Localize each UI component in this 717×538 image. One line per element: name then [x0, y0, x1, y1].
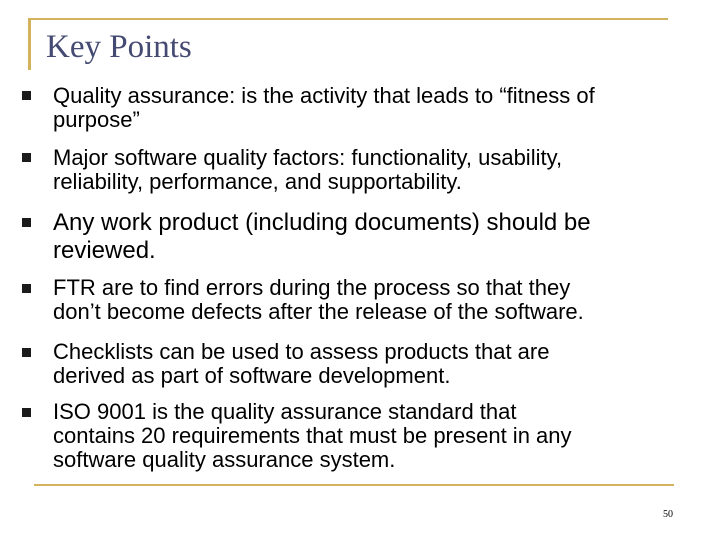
bullet-line: purpose”: [53, 107, 140, 132]
bullet-line: derived as part of software development.: [53, 363, 451, 388]
title-accent-top-rule: [28, 18, 668, 20]
page-number: 50: [663, 509, 673, 520]
bullet-line: software quality assurance system.: [53, 447, 396, 472]
bullet-line: Checklists can be used to assess products that are: [53, 339, 550, 364]
bullet-line: Any work product (including documents) should be: [53, 209, 591, 236]
footer-divider-rule: [34, 484, 674, 486]
bullet-text: [53, 146, 703, 194]
bullet-text: [53, 400, 703, 472]
square-bullet-icon: [22, 284, 31, 293]
bullet-text: [53, 340, 703, 388]
bullet-line: reviewed.: [53, 237, 156, 264]
bullet-line: FTR are to find errors during the process so that they: [53, 275, 571, 300]
bullet-text: [53, 209, 703, 265]
square-bullet-icon: [22, 408, 31, 417]
slide-title: Key Points: [46, 29, 192, 65]
title-accent-vertical-rule: [28, 18, 31, 70]
bullet-line: contains 20 requirements that must be present in any: [53, 423, 572, 448]
square-bullet-icon: [22, 218, 31, 227]
bullet-line: Major software quality factors: functionality, usability,: [53, 145, 563, 170]
bullet-line: don’t become defects after the release of the software.: [53, 299, 584, 324]
bullet-text: [53, 276, 703, 324]
bullet-line: reliability, performance, and supportability.: [53, 169, 462, 194]
square-bullet-icon: [22, 153, 31, 162]
square-bullet-icon: [22, 348, 31, 357]
bullet-line: ISO 9001 is the quality assurance standard that: [53, 399, 517, 424]
bullet-text: [53, 84, 703, 132]
square-bullet-icon: [22, 91, 31, 100]
bullet-line: Quality assurance: is the activity that leads to “fitness of: [53, 83, 595, 108]
